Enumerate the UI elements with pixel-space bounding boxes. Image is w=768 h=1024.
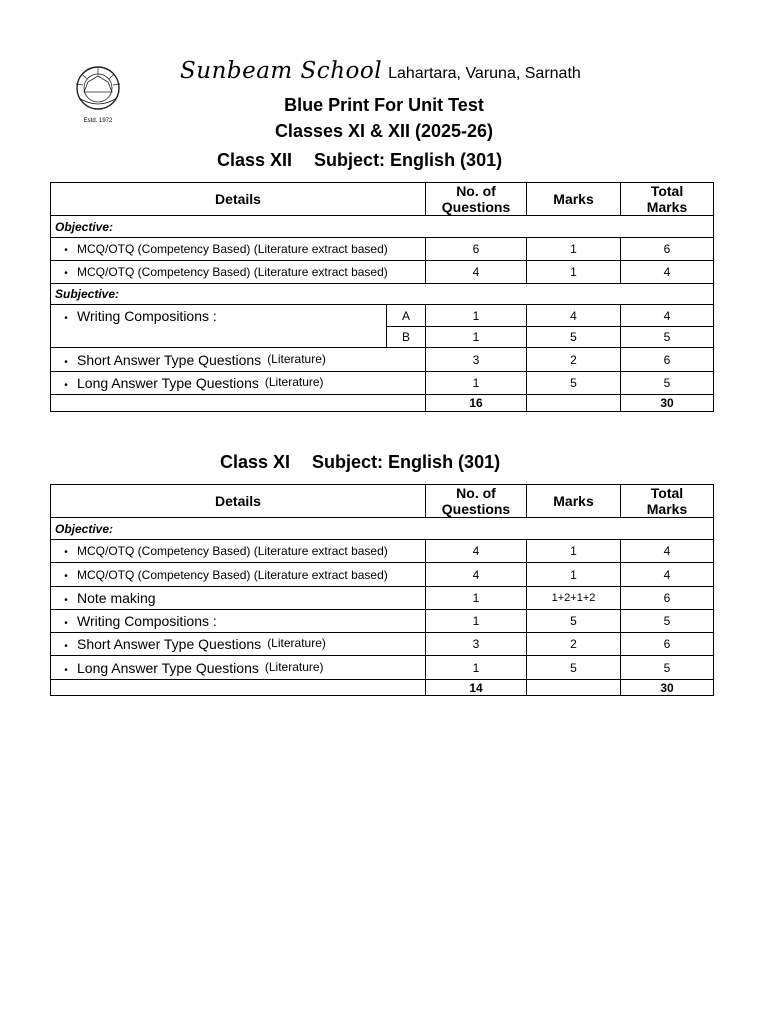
row-total: 4 — [621, 261, 714, 284]
table-row — [51, 238, 714, 261]
total-row — [51, 395, 714, 412]
classes-title: Classes XI & XII (2025-26) — [274, 121, 494, 141]
table-row — [51, 348, 714, 372]
row-marks: 1+2+1+2 — [527, 587, 621, 610]
sum-total: 30 — [621, 680, 714, 696]
col-marks: Marks — [527, 485, 621, 518]
total-row — [51, 680, 714, 696]
bullet: • — [64, 595, 68, 606]
col-details: Details — [51, 183, 426, 216]
table-row — [51, 305, 714, 327]
bullet: • — [64, 313, 68, 324]
col-total-marks: Total Marks — [621, 183, 714, 216]
school-logo — [62, 62, 134, 126]
school-location: Lahartara, Varuna, Sarnath — [388, 65, 581, 82]
part-a-label: A — [387, 305, 426, 327]
row-total: 6 — [621, 238, 714, 261]
class11-table — [50, 484, 714, 696]
class11-subject-label: Subject: English (301) — [312, 452, 501, 472]
row-questions: 1 — [426, 305, 527, 327]
table-header-row — [51, 183, 714, 216]
subjective-section-row — [51, 284, 714, 305]
col-details: Details — [51, 485, 426, 518]
row-note: (Literature) — [267, 351, 326, 366]
row-marks: 5 — [527, 327, 621, 348]
class12-subject-label: Subject: English (301) — [314, 150, 503, 170]
row-details: MCQ/OTQ (Competency Based) (Literature extract based) — [77, 567, 388, 582]
row-total: 6 — [621, 587, 714, 610]
row-total: 4 — [621, 540, 714, 563]
part-b-label: B — [387, 327, 426, 348]
row-questions: 1 — [426, 656, 527, 680]
row-marks: 1 — [527, 563, 621, 587]
col-questions: No. of Questions — [426, 183, 527, 216]
row-note: (Literature) — [264, 375, 324, 389]
row-details: Writing Compositions : — [77, 308, 217, 324]
class11-class-label: Class XI — [220, 452, 291, 472]
row-marks: 1 — [527, 261, 621, 284]
table-row — [51, 633, 714, 656]
class11-heading — [220, 452, 500, 473]
row-total: 4 — [621, 563, 714, 587]
row-questions: 1 — [426, 610, 527, 633]
row-note: (Literature) — [267, 636, 326, 650]
class12-table — [50, 182, 714, 412]
table-row — [51, 261, 714, 284]
row-details: Writing Compositions : — [77, 613, 217, 629]
row-details: Note making — [77, 590, 156, 606]
row-details: Long Answer Type Questions — [77, 659, 259, 676]
bullet: • — [64, 664, 68, 676]
sum-questions: 16 — [426, 395, 527, 412]
bullet: • — [64, 356, 68, 368]
row-total: 5 — [621, 610, 714, 633]
row-note: (Literature) — [264, 659, 324, 674]
table-row — [51, 540, 714, 563]
row-details: Short Answer Type Questions — [77, 636, 262, 652]
sum-questions: 14 — [426, 680, 527, 696]
row-questions: 3 — [426, 348, 527, 372]
bullet: • — [64, 245, 68, 256]
row-questions: 3 — [426, 633, 527, 656]
row-questions: 4 — [426, 563, 527, 587]
class12-heading — [217, 150, 502, 171]
table-row — [51, 656, 714, 680]
row-marks: 1 — [527, 238, 621, 261]
row-total: 6 — [621, 348, 714, 372]
school-header — [180, 58, 581, 84]
bullet: • — [64, 570, 68, 582]
col-marks: Marks — [527, 183, 621, 216]
col-questions: No. of Questions — [426, 485, 527, 518]
row-questions: 1 — [426, 372, 527, 395]
row-total: 4 — [621, 305, 714, 327]
objective-label: Objective: — [51, 518, 714, 540]
document-title: Blue Print For Unit Test — [284, 95, 484, 115]
row-details: MCQ/OTQ (Competency Based) (Literature extract based) — [77, 265, 388, 279]
row-marks: 5 — [527, 610, 621, 633]
row-marks: 5 — [527, 372, 621, 395]
row-marks: 5 — [527, 656, 621, 680]
row-total: 5 — [621, 372, 714, 395]
class12-class-label: Class XII — [217, 150, 293, 170]
subjective-label: Subjective: — [51, 284, 714, 305]
objective-section-row — [51, 216, 714, 238]
row-details: Short Answer Type Questions — [77, 351, 262, 368]
bullet: • — [64, 618, 68, 629]
row-marks: 2 — [527, 348, 621, 372]
row-total: 6 — [621, 633, 714, 656]
row-marks: 2 — [527, 633, 621, 656]
row-questions: 6 — [426, 238, 527, 261]
table-row — [51, 563, 714, 587]
objective-label: Objective: — [51, 216, 714, 238]
row-questions: 1 — [426, 327, 527, 348]
bullet: • — [64, 641, 68, 652]
objective-section-row — [51, 518, 714, 540]
bullet: • — [64, 547, 68, 558]
row-questions: 1 — [426, 587, 527, 610]
row-total: 5 — [621, 327, 714, 348]
col-total-marks: Total Marks — [621, 485, 714, 518]
bullet: • — [64, 268, 68, 279]
row-marks: 1 — [527, 540, 621, 563]
table-row — [51, 610, 714, 633]
row-marks: 4 — [527, 305, 621, 327]
row-questions: 4 — [426, 261, 527, 284]
table-header-row — [51, 485, 714, 518]
bullet: • — [64, 380, 68, 391]
row-details: Long Answer Type Questions — [77, 375, 259, 391]
row-details: MCQ/OTQ (Competency Based) (Literature extract based) — [77, 242, 388, 256]
sum-total: 30 — [621, 395, 714, 412]
table-row — [51, 372, 714, 395]
table-row — [51, 587, 714, 610]
row-total: 5 — [621, 656, 714, 680]
row-questions: 4 — [426, 540, 527, 563]
row-details: MCQ/OTQ (Competency Based) (Literature extract based) — [77, 544, 388, 558]
school-name: Sunbeam School — [180, 58, 383, 84]
logo-estd-text: Estd. 1972 — [83, 118, 113, 124]
